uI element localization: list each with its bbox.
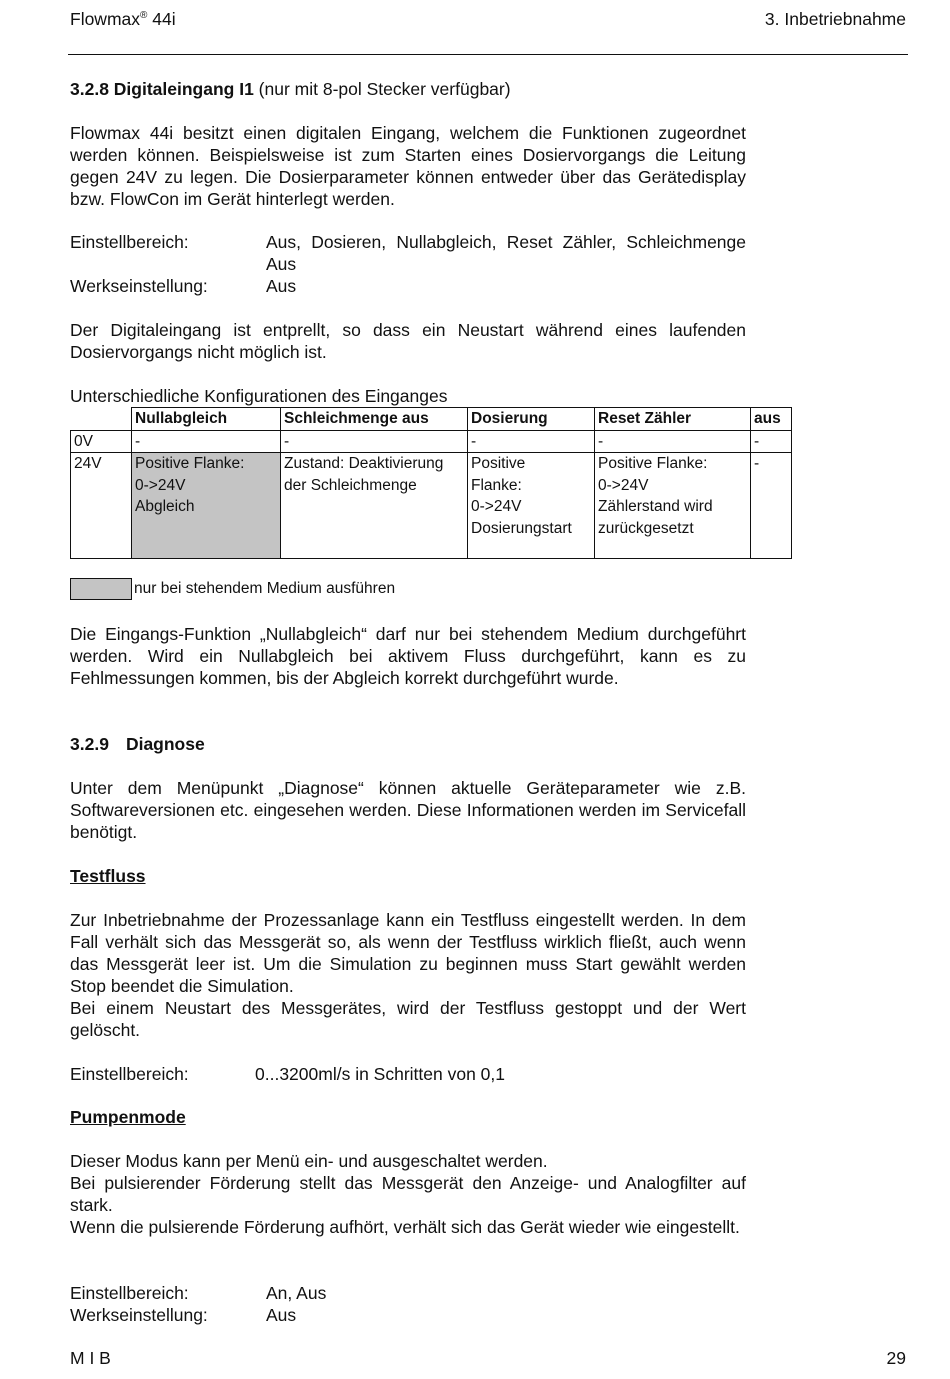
paragraph-pumpenmode-filter: Bei pulsierender Förderung stellt das Messgerät den Anzeige- und Analogfilter auf stark. [70,1173,746,1215]
paragraph-debounce: Der Digitaleingang ist entprellt, so dass ein Neustart während eines laufenden Dosiervorgangs nicht möglich ist. [70,320,746,362]
footer-left: M I B [70,1348,111,1368]
table-header-schleichmenge: Schleichmenge aus [281,408,468,431]
setting-range-label: Einstellbereich: [70,232,189,252]
pumpenmode-factory-label: Werkseinstellung: [70,1305,208,1325]
factory-setting-value: Aus [266,276,297,296]
table-caption: Unterschiedliche Konfigurationen des Einganges [70,386,448,406]
table-header-nullabgleich: Nullabgleich [132,408,281,431]
testfluss-range-label: Einstellbereich: [70,1064,189,1084]
header-product: Flowmax® 44i [70,9,176,29]
legend-text: nur bei stehendem Medium ausführen [134,580,396,597]
factory-setting-label: Werkseinstellung: [70,276,208,296]
table-cell: - [751,430,792,453]
table-header-row [71,408,792,431]
section-heading-328: 3.2.8 Digitaleingang I1 (nur mit 8-pol Stecker verfügbar) [70,79,511,99]
table-header-dosierung: Dosierung [468,408,595,431]
table-row-0v [71,430,792,453]
header-rule [68,54,908,55]
table-cell-shaded: Positive Flanke: 0->24V Abgleich [132,453,281,559]
legend-swatch [70,578,132,600]
paragraph-pumpenmode-stop: Wenn die pulsierende Förderung aufhört, verhält sich das Gerät wieder wie eingestellt. [70,1217,740,1237]
table-cell: Positive Flanke: 0->24V Dosierungstart [468,453,595,559]
page-number: 29 [886,1348,906,1368]
table-cell: 24V [71,453,132,559]
pumpenmode-factory-value: Aus [266,1305,297,1325]
table-cell: - [751,453,792,559]
pumpenmode-line1: Dieser Modus kann per Menü ein- und ausgeschaltet werden. [70,1151,548,1171]
section-heading-329: 3.2.9 Diagnose [70,734,205,754]
paragraph-digital-input: Flowmax 44i besitzt einen digitalen Eingang, welchem die Funktionen zugeordnet werden können. Beispielsweise ist zum Starten eines Dosiervorgangs die Leitung gegen 24V zu legen. Die Dosierparameter können entweder über das Gerätedisplay bzw. FlowCon im Gerät hinterlegt werden. [70,123,746,209]
testfluss-range-value: 0...3200ml/s in Schritten von 0,1 [255,1064,505,1084]
setting-range-value: Aus, Dosieren, Nullabgleich, Reset Zähler, Schleichmenge Aus [266,232,746,274]
table-cell: - [281,430,468,453]
paragraph-zero-adjust: Die Eingangs-Funktion „Nullabgleich“ darf nur bei stehendem Medium durchgeführt werden. Wird ein Nullabgleich bei aktivem Fluss durchgeführt, kann es zu Fehlmessungen kommen, bis der Abgleich korrekt durchgeführt wurde. [70,624,746,688]
paragraph-diagnose: Unter dem Menüpunkt „Diagnose“ können aktuelle Geräteparameter wie z.B. Softwareversionen etc. eingesehen werden. Diese Informationen werden im Servicefall benötigt. [70,778,746,842]
table-cell: - [132,430,281,453]
config-table [70,407,792,559]
table-cell: Positive Flanke: 0->24V Zählerstand wird zurückgesetzt [595,453,751,559]
heading-pumpenmode: Pumpenmode [70,1107,186,1127]
pumpenmode-range-label: Einstellbereich: [70,1283,189,1303]
table-header-aus: aus [751,408,792,431]
table-cell: 0V [71,430,132,453]
table-header-empty [71,408,132,431]
table-cell: Zustand: Deaktivierung der Schleichmenge [281,453,468,559]
header-chapter: 3. Inbetriebnahme [764,9,906,29]
heading-testfluss: Testfluss [70,866,146,886]
pumpenmode-range-value: An, Aus [266,1283,327,1303]
table-cell: - [595,430,751,453]
paragraph-testfluss: Zur Inbetriebnahme der Prozessanlage kann ein Testfluss eingestellt werden. In dem Fall verhält sich das Messgerät so, als wenn der Testfluss wirklich fließt, auch wenn das Messgerät leer ist. Um die Simulation zu beginnen muss Start gewählt werden Stop beendet die Simulation. [70,910,746,996]
paragraph-testfluss-restart: Bei einem Neustart des Messgerätes, wird der Testfluss gestoppt und der Wert gelöscht. [70,998,746,1040]
table-row-24v [71,453,792,559]
table-cell: - [468,430,595,453]
table-header-reset: Reset Zähler [595,408,751,431]
